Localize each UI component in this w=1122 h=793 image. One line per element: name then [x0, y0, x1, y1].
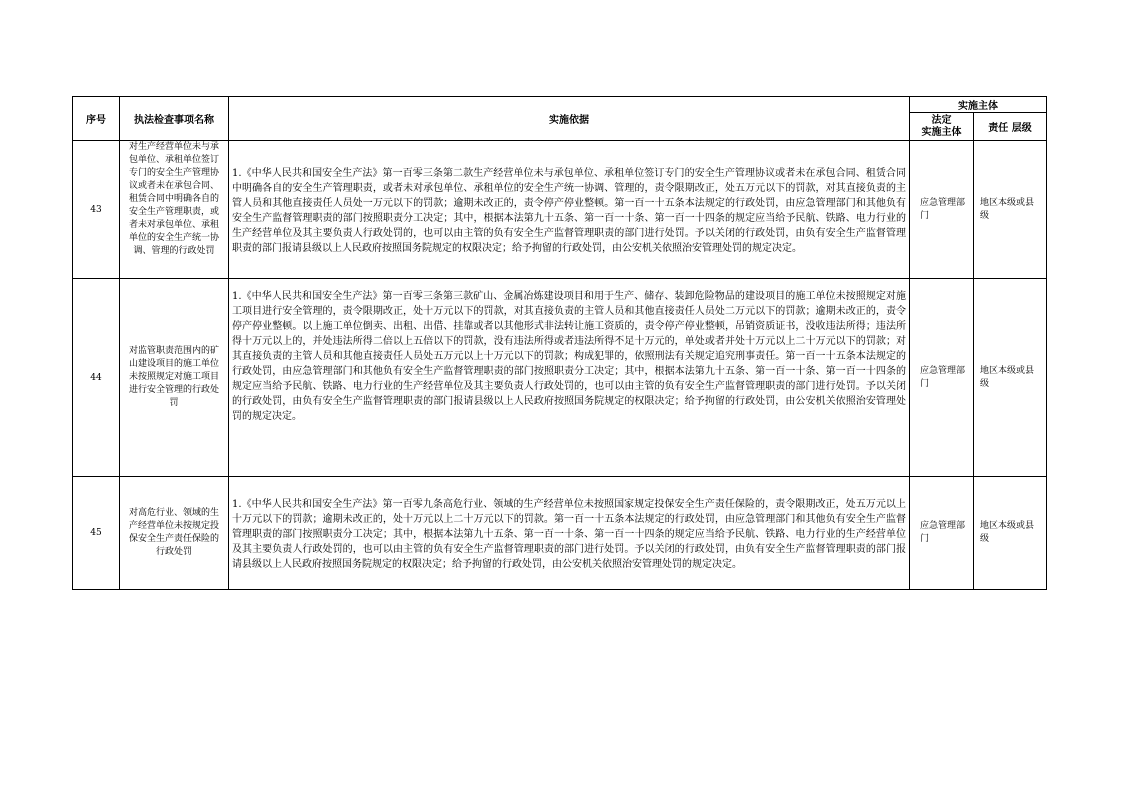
header-level: 责任 层级: [974, 113, 1047, 141]
item-name: 对生产经营单位未与承包单位、承租单位签订专门的安全生产管理协议或者未在承包合同、租赁合同中明确各自的安全生产管理职责，或者未对承包单位、承租单位的安全生产统一协调、管理的行政处罚: [128, 142, 219, 256]
header-legal-body: [910, 113, 974, 141]
legal-body: 应急管理部门: [920, 365, 966, 389]
basis-cell: [229, 477, 910, 590]
basis-cell: [229, 141, 910, 279]
legal-body: 应急管理部门: [920, 197, 966, 221]
table-row: [73, 279, 1047, 477]
basis-cell: [229, 279, 910, 477]
legal-body-cell: [910, 141, 974, 279]
legal-body-cell: [910, 477, 974, 590]
enforcement-items-table: [72, 96, 1047, 590]
row-number: 45: [73, 477, 120, 590]
item-name: 对高危行业、领域的生产经营单位未按规定投保安全生产责任保险的行政处罚: [128, 508, 219, 557]
level-cell: [974, 279, 1047, 477]
row-number: 44: [73, 279, 120, 477]
header-legal-body-line2: 实施主体: [921, 126, 962, 138]
item-name-cell: [120, 477, 229, 590]
basis-text: 1.《中华人民共和国安全生产法》第一百零九条高危行业、领域的生产经营单位未按照国家规定投保安全生产责任保险的，责令限期改正，处五万元以上十万元以下的罚款；逾期未改正的，处十万元以上二十万元以下的罚款。第一百一十五条本法规定的行政处罚，由应急管理部门和其他负有安全生产监督管理职责的部门按照职责分工决定；其中，根据本法第九十五条、第一百一十条、第一百一十四条的规定应当给予民航、铁路、电力行业的生产经营单位及其主要负责人行政处罚的，也可以由主管的负有安全生产监督管理职责的部门进行处罚。予以关闭的行政处罚，由负有安全生产监督管理职责的部门报请县级以上人民政府按照国务院规定的权限决定；给予拘留的行政处罚，由公安机关依照治安管理处罚的规定决定。: [232, 498, 906, 570]
legal-body: 应急管理部门: [920, 521, 966, 544]
level-cell: [974, 141, 1047, 279]
legal-body-cell: [910, 279, 974, 477]
table-row: [73, 477, 1047, 590]
header-implementing-body: 实施主体: [910, 97, 1047, 113]
header-item-name: 执法检查事项名称: [120, 97, 229, 141]
header-basis: 实施依据: [229, 97, 910, 141]
item-name-cell: [120, 141, 229, 279]
header-no: 序号: [73, 97, 120, 141]
basis-text: 1.《中华人民共和国安全生产法》第一百零三条第二款生产经营单位未与承包单位、承租单位签订专门的安全生产管理协议或者未在承包合同、租赁合同中明确各自的安全生产管理职责，或者未对承包单位、承租单位的安全生产统一协调、管理的，责令限期改正，处五万元以下的罚款，对其直接负责的主管人员和其他直接责任人员处一万元以下的罚款；逾期未改正的，责令停产停业整顿。第一百一十五条本法规定的行政处罚，由应急管理部门和其他负有安全生产监督管理职责的部门按照职责分工决定；其中，根据本法第九十五条、第一百一十条、第一百一十四条的规定应当给予民航、铁路、电力行业的生产经营单位及其主要负责人行政处罚的，也可以由主管的负有安全生产监督管理职责的部门进行处罚。予以关闭的行政处罚，由负有安全生产监督管理职责的部门报请县级以上人民政府按照国务院规定的权限决定；给予拘留的行政处罚，由公安机关依照治安管理处罚的规定决定。: [232, 167, 906, 254]
responsibility-level: 地区本级或县级: [980, 197, 1035, 221]
header-row-1: [73, 97, 1047, 113]
table-row: [73, 141, 1047, 279]
level-cell: [974, 477, 1047, 590]
basis-text: 1.《中华人民共和国安全生产法》第一百零三条第三款矿山、金属冶炼建设项目和用于生产、储存、装卸危险物品的建设项目的施工单位未按照规定对施工项目进行安全管理的，责令限期改正，处十万元以下的罚款，对其直接负责的主管人员和其他直接责任人员处二万元以下的罚款；逾期未改正的，责令停产停业整顿。以上施工单位倒卖、出租、出借、挂靠或者以其他形式非法转让施工资质的，责令停产停业整顿，吊销资质证书，没收违法所得；违法所得十万元以上的，并处违法所得二倍以上五倍以下的罚款，没有违法所得或者违法所得不足十万元的，单处或者并处十万元以上二十万元以下的罚款；对其直接负责的主管人员和其他直接责任人员处五万元以上十万元以下的罚款；构成犯罪的，依照刑法有关规定追究刑事责任。第一百一十五条本法规定的行政处罚，由应急管理部门和其他负有安全生产监督管理职责的部门按照职责分工决定；其中，根据本法第九十五条、第一百一十条、第一百一十四条的规定应当给予民航、铁路、电力行业的生产经营单位及其主要负责人行政处罚的，也可以由主管的负有安全生产监督管理职责的部门进行处罚。予以关闭的行政处罚，由负有安全生产监督管理职责的部门报请县级以上人民政府按照国务院规定的权限决定；给予拘留的行政处罚，由公安机关依照治安管理处罚的规定决定。: [232, 291, 906, 422]
item-name: 对监管职责范围内的矿山建设项目的施工单位未按照规定对施工项目进行安全管理的行政处罚: [128, 346, 219, 408]
responsibility-level: 地区本级或县级: [980, 521, 1035, 544]
responsibility-level: 地区本级或县级: [980, 365, 1035, 389]
header-legal-body-line1: 法定: [931, 114, 952, 126]
row-number: 43: [73, 141, 120, 279]
item-name-cell: [120, 279, 229, 477]
